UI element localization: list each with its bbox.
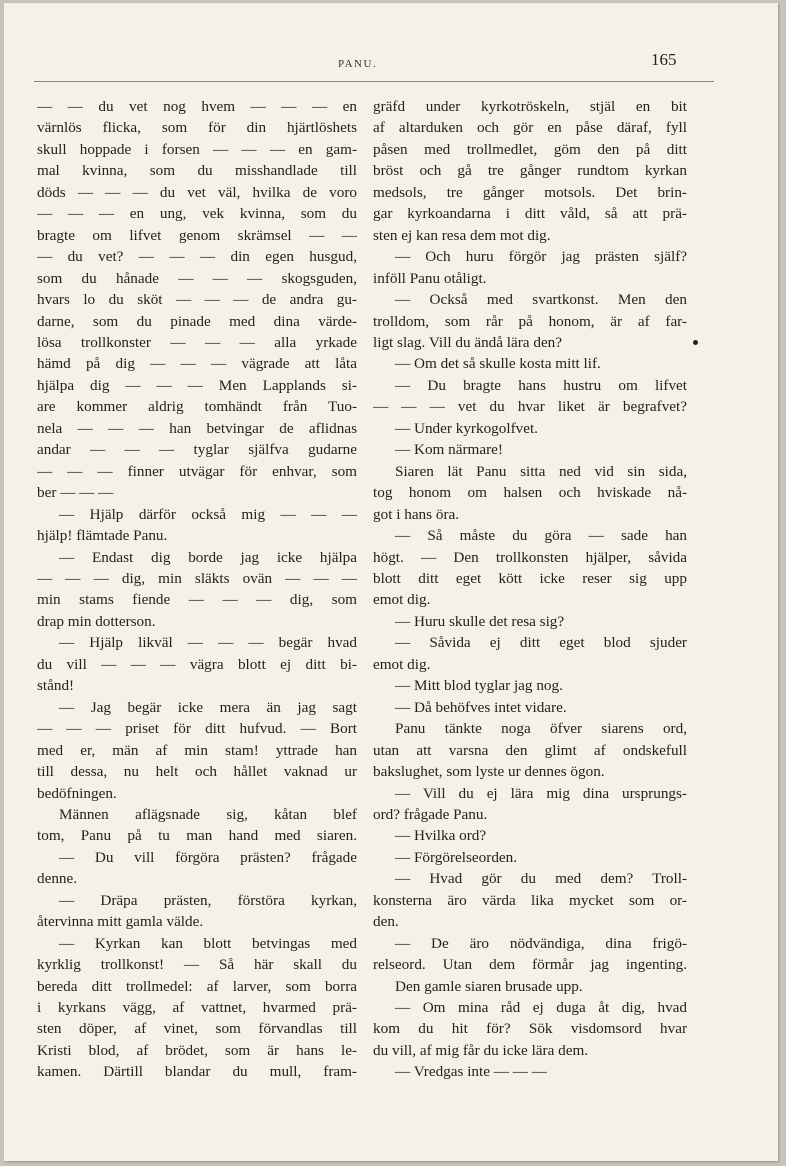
text-line: — Du vill förgöra prästen? frågade <box>59 848 357 866</box>
text-line: sten döper, af vinet, som förvandlas till <box>37 1020 357 1038</box>
text-line: Siaren lät Panu sitta ned vid sin sida, <box>395 462 687 480</box>
text-line: darne, som du pinade med dina värde- <box>37 312 357 330</box>
text-line: are kommer aldrig tomhändt från Tuo- <box>37 398 357 416</box>
text-line: — Hjälp likväl — — — begär hvad <box>59 634 357 652</box>
text-line: min stams fiende — — — dig, som <box>37 591 357 609</box>
text-line: Männen aflägsnade sig, kåtan blef <box>59 805 357 823</box>
text-line: — Vill du ej lära mig dina ursprungs- <box>395 784 687 802</box>
text-line: — Förgörelseorden. <box>395 848 518 866</box>
text-line: — Såvida ej ditt eget blod sjuder <box>395 634 687 652</box>
text-line: du vill, af mig får du icke lära dem. <box>373 1041 589 1059</box>
text-line: — Endast dig borde jag icke hjälpa <box>59 548 357 566</box>
text-line: — Hvilka ord? <box>395 827 487 845</box>
text-line: bröst och gå tre gånger rundtom kyrkan <box>373 162 687 180</box>
text-line: — Dräpa prästen, förstöra kyrkan, <box>59 891 357 909</box>
text-line: — Hjälp därför också mig — — — <box>59 505 357 523</box>
text-line: bakslughet, som lyste ur dennes ögon. <box>373 763 605 781</box>
left-text-column <box>37 96 357 1083</box>
text-line: stånd! <box>37 677 75 695</box>
text-line: got i hans öra. <box>373 505 460 523</box>
text-line: af altarduken och gör en påse däraf, fyll <box>373 119 687 137</box>
text-line: emot dig. <box>373 655 431 673</box>
text-line: till dessa, nu helt och hållet vaknad ur <box>37 763 357 781</box>
text-line: relseord. Utan dem förmår jag ingenting. <box>373 956 687 974</box>
text-line: som du hånade — — — skogsguden, <box>37 269 357 287</box>
text-line: Kristi blod, af brödet, som är hans le- <box>37 1041 357 1059</box>
running-header-title: PANU. <box>338 58 378 70</box>
text-line: återvinna mitt gamla välde. <box>37 913 204 931</box>
text-line: mal kvinna, som du misshandlade till <box>37 162 357 180</box>
text-line: döds — — — du vet väl, hvilka de voro <box>37 183 357 201</box>
text-line: — Och huru förgör jag prästen själf? <box>395 248 687 266</box>
text-line: högt. — Den trollkonsten hjälper, såvida <box>373 548 687 566</box>
text-line: — Om det så skulle kosta mitt lif. <box>395 355 601 373</box>
margin-dot-mark <box>693 340 698 345</box>
text-line: med er, män af min stam! yttrade han <box>37 741 357 759</box>
text-line: andar — — — tyglar själfva gudarne <box>37 441 357 459</box>
text-line: bedöfningen. <box>37 784 117 802</box>
text-line: gar kyrkoandarna i ditt våld, så att prä- <box>373 205 687 223</box>
text-line: hjälp! flämtade Panu. <box>37 527 168 545</box>
text-line: skull hoppade i forsen — — — en gam- <box>37 140 357 158</box>
text-line: hjälpa dig — — — Men Lapplands si- <box>37 376 357 394</box>
text-line: hvars lo du sköt — — — de andra gu- <box>37 291 357 309</box>
text-line: trolldom, som rår på honom, är af far- <box>373 312 687 330</box>
book-page <box>4 3 778 1161</box>
text-line: Panu tänkte noga öfver siarens ord, <box>395 720 687 738</box>
text-line: sten ej kan resa dem mot dig. <box>373 226 551 244</box>
text-line: — — — en ung, vek kvinna, som du <box>37 205 357 223</box>
text-line: denne. <box>37 870 78 888</box>
text-line: Den gamle siaren brusade upp. <box>395 977 583 995</box>
text-line: påsen med trollmedlet, göm den på ditt <box>373 140 687 158</box>
text-line: — — du vet nog hvem — — — en <box>37 98 357 115</box>
text-line: — Vredgas inte — — — <box>395 1063 547 1081</box>
text-line: — De äro nödvändiga, dina frigö- <box>395 934 687 952</box>
text-line: — Kyrkan kan blott betvingas med <box>59 934 357 952</box>
text-line: — Mitt blod tyglar jag nog. <box>395 677 563 695</box>
text-line: lösa trollkonster — — — alla yrkade <box>37 333 357 351</box>
text-line: — — — priset för ditt hufvud. — Bort <box>37 720 357 738</box>
text-line: — Så måste du göra — sade han <box>395 527 687 545</box>
text-line: — du vet? — — — din egen husgud, <box>37 248 357 266</box>
text-line: ligt slag. Vill du ändå lära den? <box>373 333 563 351</box>
text-line: — Kom närmare! <box>395 441 503 459</box>
text-line: bereda ditt trollmedel: af larver, som borra <box>37 977 357 995</box>
text-line: konsterna äro värda lika mycket som or- <box>373 891 687 909</box>
text-line: — Du bragte hans hustru om lifvet <box>395 376 687 394</box>
text-line: hämd på dig — — — vägrade att låta <box>37 355 357 373</box>
text-line: — Också med svartkonst. Men den <box>395 291 687 309</box>
text-line: — — — finner utvägar för enhvar, som <box>37 462 357 480</box>
text-line: — Hvad gör du med dem? Troll- <box>395 870 687 888</box>
right-text-column <box>373 96 687 1083</box>
text-line: — — — vet du hvar liket är begrafvet? <box>373 398 687 416</box>
header-rule <box>34 81 714 82</box>
text-line: i kyrkans vägg, af vattnet, hvarmed prä- <box>37 999 357 1017</box>
text-line: du vill — — — vägra blott ej ditt bi- <box>37 655 357 673</box>
text-line: — Jag begär icke mera än jag sagt <box>59 698 357 716</box>
text-line: inföll Panu otåligt. <box>373 269 487 287</box>
text-line: kom du hit för? Sök visdomsord hvar <box>373 1020 687 1038</box>
text-line: tog honom om halsen och hviskade nå- <box>373 484 687 502</box>
text-line: kyrklig trollkonst! — Så här skall du <box>37 956 357 974</box>
text-line: — Då behöfves intet vidare. <box>395 698 567 716</box>
text-line: tom, Panu på tu man hand med siaren. <box>37 827 357 845</box>
text-line: — Huru skulle det resa sig? <box>395 612 565 630</box>
text-line: den. <box>373 913 399 931</box>
text-line: drap min dotterson. <box>37 612 156 630</box>
text-line: ord? frågade Panu. <box>373 805 488 823</box>
text-line: — Under kyrkogolfvet. <box>395 419 538 437</box>
text-line: bragte om lifvet genom skrämsel — — <box>37 226 357 244</box>
text-line: kamen. Därtill blandar du mull, fram- <box>37 1063 357 1081</box>
text-line: gräfd under kyrkotröskeln, stjäl en bit <box>373 98 687 115</box>
text-line: utan att varsna den glimt af ondskefull <box>373 741 687 759</box>
text-line: nela — — — han betvingar de aflidnas <box>37 419 357 437</box>
text-line: — — — dig, min släkts ovän — — — <box>37 569 357 587</box>
text-line: blott ditt eget kött icke reser sig upp <box>373 569 687 587</box>
text-line: ber — — — <box>37 484 114 502</box>
text-line: emot dig. <box>373 591 431 609</box>
text-line: — Om mina råd ej duga åt dig, hvad <box>395 999 687 1017</box>
page-number: 165 <box>651 50 677 69</box>
text-line: värnlös flicka, som för din hjärtlöshets <box>37 119 357 137</box>
text-line: medsols, tre gånger motsols. Det brin- <box>373 183 687 201</box>
